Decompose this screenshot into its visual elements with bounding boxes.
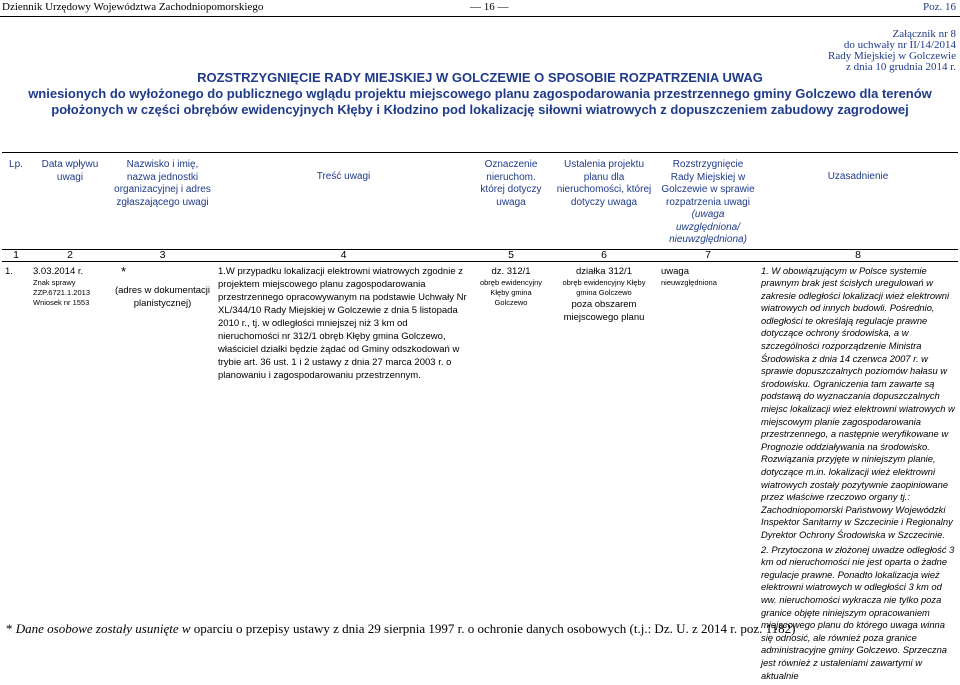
col-number: 5 [472,249,550,261]
position-number: Poz. 16 [923,1,956,13]
decision-label: uwaga [661,265,689,277]
col-number: 3 [110,249,215,261]
col-number: 1 [2,249,30,261]
header-decision [658,153,758,250]
attachment-date: z dnia 10 grudnia 2014 r. [846,61,956,73]
case-number: ZZP.6721.1.2013 [33,287,90,297]
col-number: 8 [758,249,958,261]
row-date: 3.03.2014 r. [33,265,84,277]
document-title [0,70,960,118]
header-lp: Lp. [2,153,30,250]
parcel-location: obręb ewidencyjny Kłęby gmina Golczewo [479,277,543,307]
journal-title: Dziennik Urzędowy Województwa Zachodniopomorskiego [2,1,264,13]
row-content: 1.W przypadku lokalizacji elektrowni wiatrowych zgodnie z projektem miejscowego planu zagospodarowania przestrzennego opracowywanym na podstawie Uchwały Nr XL/344/10 Rady Miejskiej w Golczewie z dnia 5 listopada 2010 r., tj. w odległości mniejszej niż 3 km od nieruchomości nr 312/1 obręb Kłęby gmina Golczewo, właściciel działki będzie żądać od Gminy odszkodowań w trybie art. 36 ust. 1 i 2 ustawy z dnia 27 marca 2003 r. o planowaniu i zagospodarowaniu przestrzennym. [218,265,467,381]
title-line-3: położonych w części obrębów ewidencyjnych Kłęby i Kłodzino pod lokalizację siłowni wiatrowych z dopuszczeniem zabudowy zagrodowej [51,102,909,117]
header-name: Nazwisko i imię, nazwa jednostki organizacyjnej i adres zgłaszającego uwagi [110,153,215,250]
parcel-number: dz. 312/1 [491,265,531,277]
header-parcel: Oznaczenie nieruchom. której dotyczy uwaga [472,153,550,250]
footnote-italic: Dane osobowe zostały usunięte w [15,621,191,636]
plan-status: poza obszarem miejscowego planu [563,298,645,323]
col-number: 4 [215,249,472,261]
footnote-star: * [6,621,13,636]
column-numbers-row [2,249,958,261]
page-number: — 16 — [470,1,509,13]
plan-parcel: działka 312/1 [576,265,632,277]
col-number: 6 [550,249,658,261]
header-decision-note: (uwaga uwzględniona/ nieuwzględniona) [669,209,747,245]
page-header [0,0,960,17]
justification-point-2: 2. Przytoczona w złożonej uwadze odległość 3 km od nieruchomości nie jest oparta o żadne regulacje prawne. Ponadto lokalizacja wież elektrowni wiatrowych w odległości 3 km od ww. nieruchomości wykracza nie tylko poza granice objęte niniejszym opracowaniem miejscowego planu do którego uwaga winna się odnosić, ale również poza granice administracyjne gminy Golczewo. Sprzeczna jest również z ustaleniami zawartymi w aktualnie [761,543,955,681]
plan-location: obręb ewidencyjny Kłęby gmina Golczewo [562,277,646,297]
footnote [6,621,795,637]
attachment-resolution: do uchwały nr II/14/2014 [843,39,956,51]
attachment-council: Rady Miejskiej w Golczewie [828,50,956,62]
attachment-note [828,29,956,73]
anonymized-marker: * [121,263,127,279]
header-justification: Uzasadnienie [758,153,958,250]
header-plan: Ustalenia projektu planu dla nieruchomości, której dotyczy uwaga [550,153,658,250]
header-date: Data wpływu uwagi [30,153,110,250]
header-row [2,153,958,250]
footnote-text: oparciu o przepisy ustawy z dnia 29 sierpnia 1997 r. o ochronie danych osobowych (t.j.: Dz. U. z 2014 r. poz. 1182) [193,621,796,636]
header-content: Treść uwagi [215,153,472,250]
case-label: Znak sprawy [33,277,76,287]
header-decision-main: Rozstrzygnięcie Rady Miejskiej w Golczewie w sprawie rozpatrzenia uwagi [661,159,755,208]
justification-point-1: 1. W obowiązującym w Polsce systemie prawnym brak jest ścisłych uregulowań w zakresie odległości lokalizacji wież elektrowni wiatrowych od innych budowli. Pośrednio, odległości te określają regulacje prawne dotyczące ochrony środowiska, a w szczególności rozporządzenie Ministra Środowiska z dnia 14 czerwca 2007 r. w sprawie dopuszczalnych poziomów hałasu w środowisku. Ograniczenia tam zawarte są podstawą do wyznaczania dopuszczalnych miejsc lokalizacji wież elektrowni wiatrowych w miejscowym planie zagospodarowania przestrzennego, a następnie weryfikowane w Prognozie oddziaływania na środowisko. Rozwiązania przyjęte w niniejszym planie, dotyczące m.in. lokalizacji wież elektrowni wiatrowych zostały pozytywnie zaopiniowane przez właściwe rzeczowo organy tj.: Zachodniopomorski Państwowy Wojewódzki Inspektor Sanitarny w Szczecinie i Regionalny Dyrektor Ochrony Środowiska w Szczecinie. [761,264,955,540]
attachment-number: Załącznik nr 8 [892,28,956,40]
address-note: (adres w dokumentacji planistycznej) [114,284,211,309]
title-line-1: ROZSTRZYGNIĘCIE RADY MIEJSKIEJ W GOLCZEWIE O SPOSOBIE ROZPATRZENIA UWAG [197,70,763,85]
col-number: 7 [658,249,758,261]
remarks-table [2,152,958,685]
col-number: 2 [30,249,110,261]
title-line-2: wniesionych do wyłożonego do publicznego wglądu projektu miejscowego planu zagospodarowania przestrzennego gminy Golczewo dla terenów [28,86,932,101]
decision-status: nieuwzględniona [661,277,717,287]
row-lp: 1. [5,265,13,277]
request-number: Wniosek nr 1553 [33,297,90,307]
